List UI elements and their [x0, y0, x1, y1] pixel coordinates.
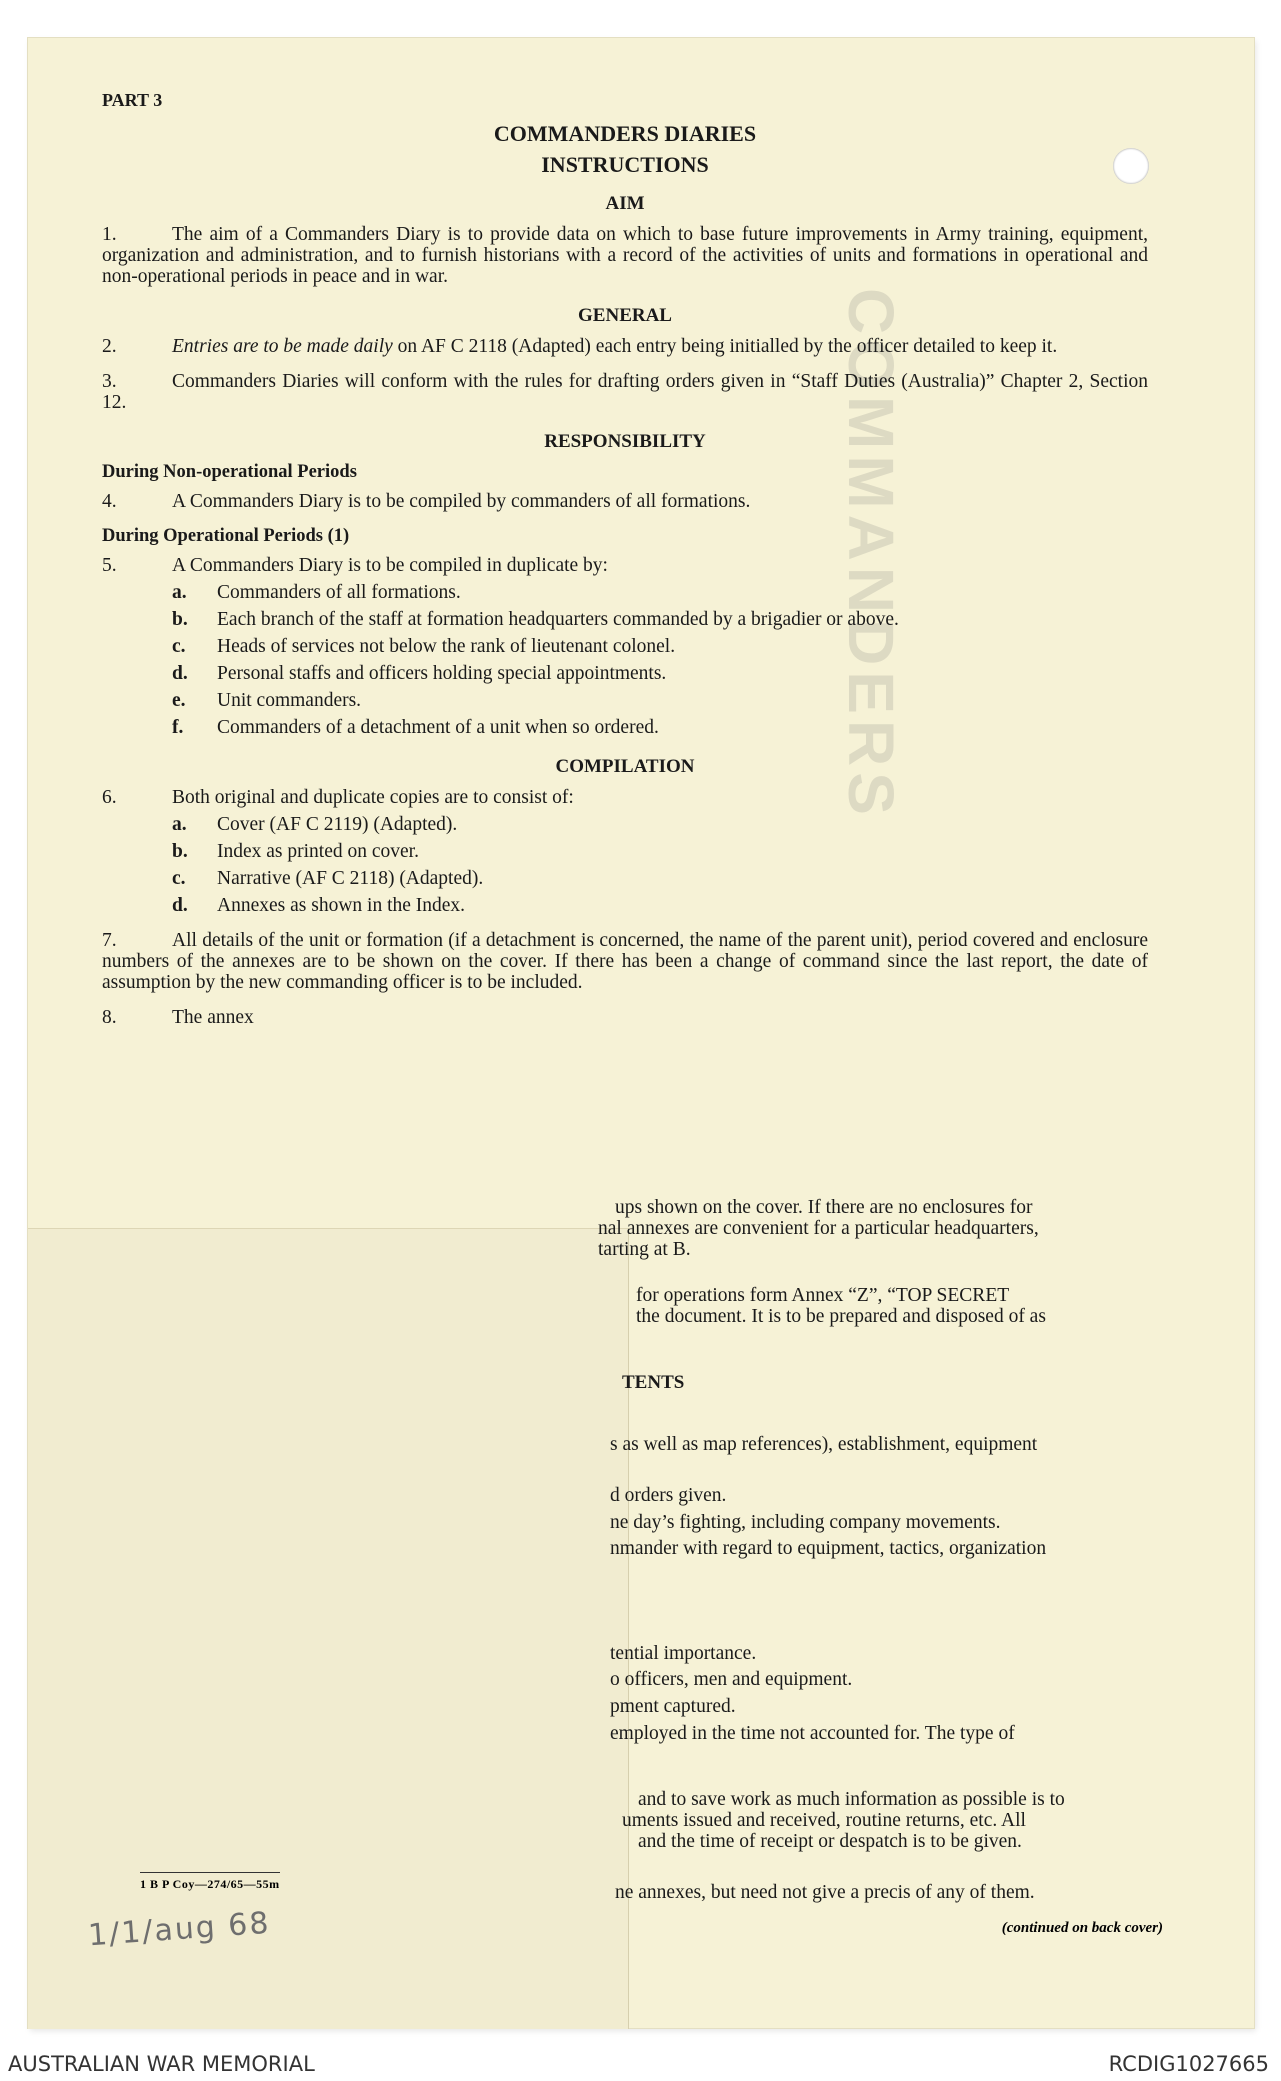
list-item: [172, 609, 1148, 630]
fragment-line: tential importance.: [610, 1643, 757, 1664]
paragraph-number: 6.: [102, 787, 117, 808]
list-item: [172, 582, 1148, 603]
paragraph-7: [102, 930, 1148, 993]
fragment-line: ne annexes, but need not give a precis of any of them.: [615, 1882, 1035, 1903]
section-heading-responsibility: RESPONSIBILITY: [544, 431, 706, 452]
list-text: Personal staffs and officers holding special appointments.: [217, 663, 667, 684]
list-text: Commanders of a detachment of a unit when so ordered.: [217, 717, 659, 738]
footer-institution: AUSTRALIAN WAR MEMORIAL: [8, 2052, 315, 2076]
section-heading-compilation: COMPILATION: [555, 756, 695, 777]
list-item: [172, 868, 1148, 889]
list-item: [172, 717, 1148, 738]
handwritten-date: 1/1/aug 68: [87, 1905, 272, 1954]
section-heading-aim: AIM: [605, 193, 645, 214]
fragment-line: employed in the time not accounted for. The type of: [610, 1723, 1015, 1744]
list-letter: a.: [172, 582, 187, 603]
paragraph-2: [102, 336, 1148, 357]
list-text: Narrative (AF C 2118) (Adapted).: [217, 868, 484, 889]
list-item: [172, 895, 1148, 916]
list-paragraph-6: [172, 814, 1148, 916]
fragment-line: d orders given.: [610, 1485, 727, 1506]
paragraph-text: on AF C 2118 (Adapted) each entry being initialled by the officer detailed to keep it.: [397, 336, 1058, 357]
paragraph-text: The aim of a Commanders Diary is to provide data on which to base future improvements in Army training, equipment, organization and administration, and to furnish historians with a record of the activities of units and formations in operational and non-operational periods in peace and in war.: [102, 224, 1148, 287]
continued-note: (continued on back cover): [1001, 1920, 1163, 1936]
fragment-line: tarting at B.: [598, 1239, 691, 1260]
list-item: [172, 636, 1148, 657]
fragment-line: o officers, men and equipment.: [610, 1669, 853, 1690]
footer-record-id: RCDIG1027665: [1108, 2052, 1269, 2076]
fragment-line: uments issued and received, routine returns, etc. All: [622, 1810, 1026, 1831]
paragraph-number: 7.: [102, 930, 117, 951]
paragraph-text: All details of the unit or formation (if a detachment is concerned, the name of the parent unit), period covered and enclosure numbers of the annexes are to be shown on the cover. If there has been a change of command since the last report, the date of assumption by the new commanding officer is to be included.: [102, 930, 1148, 993]
list-text: Commanders of all formations.: [217, 582, 461, 603]
subheading-operational: During Operational Periods (1): [102, 526, 350, 546]
list-text: Annexes as shown in the Index.: [217, 895, 466, 916]
list-letter: c.: [172, 636, 186, 657]
paragraph-text: A Commanders Diary is to be compiled by commanders of all formations.: [172, 491, 751, 512]
list-paragraph-5: [172, 582, 1148, 738]
paragraph-text: The annex: [172, 1007, 254, 1028]
document-body: [102, 90, 1148, 1042]
document-title: COMMANDERS DIARIES: [493, 121, 757, 146]
paragraph-number: 5.: [102, 555, 117, 576]
list-item: [172, 814, 1148, 835]
paragraph-3: [102, 371, 1148, 413]
list-letter: d.: [172, 895, 188, 916]
fragment-line: ups shown on the cover. If there are no enclosures for: [615, 1197, 1033, 1218]
paragraph-number: 4.: [102, 491, 117, 512]
printer-imprint: 1 B P Coy—274/65—55m: [140, 1872, 280, 1892]
list-letter: c.: [172, 868, 186, 889]
section-heading-general: GENERAL: [578, 305, 672, 326]
list-letter: b.: [172, 609, 188, 630]
paragraph-4: [102, 491, 1148, 512]
list-letter: e.: [172, 690, 186, 711]
paragraph-number: 1.: [102, 224, 117, 245]
list-text: Unit commanders.: [217, 690, 362, 711]
list-letter: b.: [172, 841, 188, 862]
subheading-non-operational: During Non-operational Periods: [102, 462, 357, 482]
fragment-line: for operations form Annex “Z”, “TOP SECRET: [636, 1285, 1010, 1306]
list-letter: a.: [172, 814, 187, 835]
paragraph-5: [102, 555, 1148, 576]
list-text: Heads of services not below the rank of lieutenant colonel.: [217, 636, 676, 657]
paragraph-text: Commanders Diaries will conform with the rules for drafting orders given in “Staff Duties (Australia)” Chapter 2, Section 12.: [102, 371, 1148, 413]
fragment-line: nal annexes are convenient for a particular headquarters,: [598, 1218, 1039, 1239]
paragraph-6: [102, 787, 1148, 808]
fragment-line: nmander with regard to equipment, tactics, organization: [610, 1538, 1047, 1559]
fragment-line: pment captured.: [610, 1696, 736, 1717]
fragment-line: ne day’s fighting, including company movements.: [610, 1512, 1001, 1533]
list-letter: f.: [172, 717, 184, 738]
list-letter: d.: [172, 663, 188, 684]
part-label: PART 3: [102, 90, 163, 110]
paragraph-number: 3.: [102, 371, 117, 392]
fragment-line: and to save work as much information as possible is to: [638, 1789, 1065, 1810]
fragment-line: s as well as map references), establishment, equipment: [610, 1434, 1038, 1455]
paragraph-8: [102, 1007, 1148, 1028]
list-item: [172, 841, 1148, 862]
paragraph-text: Both original and duplicate copies are to consist of:: [172, 787, 574, 808]
archive-footer: [0, 2048, 1281, 2081]
document-subtitle: INSTRUCTIONS: [541, 152, 709, 177]
bleed-through-text: COMMANDERS: [835, 288, 907, 821]
list-text: Each branch of the staff at formation headquarters commanded by a brigadier or above.: [217, 609, 899, 630]
folded-corner: [28, 1228, 629, 2029]
paragraph-number: 2.: [102, 336, 117, 357]
paragraph-text: A Commanders Diary is to be compiled in duplicate by:: [172, 555, 608, 576]
paragraph-1: [102, 224, 1148, 287]
fragment-line: the document. It is to be prepared and disposed of as: [636, 1306, 1046, 1327]
fragment-line: and the time of receipt or despatch is to be given.: [638, 1831, 1022, 1852]
list-item: [172, 663, 1148, 684]
list-text: Cover (AF C 2119) (Adapted).: [217, 814, 458, 835]
paragraph-number: 8.: [102, 1007, 117, 1028]
paragraph-italic-text: Entries are to be made daily: [172, 336, 393, 357]
list-item: [172, 690, 1148, 711]
section-heading-contents: TENTS: [622, 1372, 685, 1393]
list-text: Index as printed on cover.: [217, 841, 419, 862]
